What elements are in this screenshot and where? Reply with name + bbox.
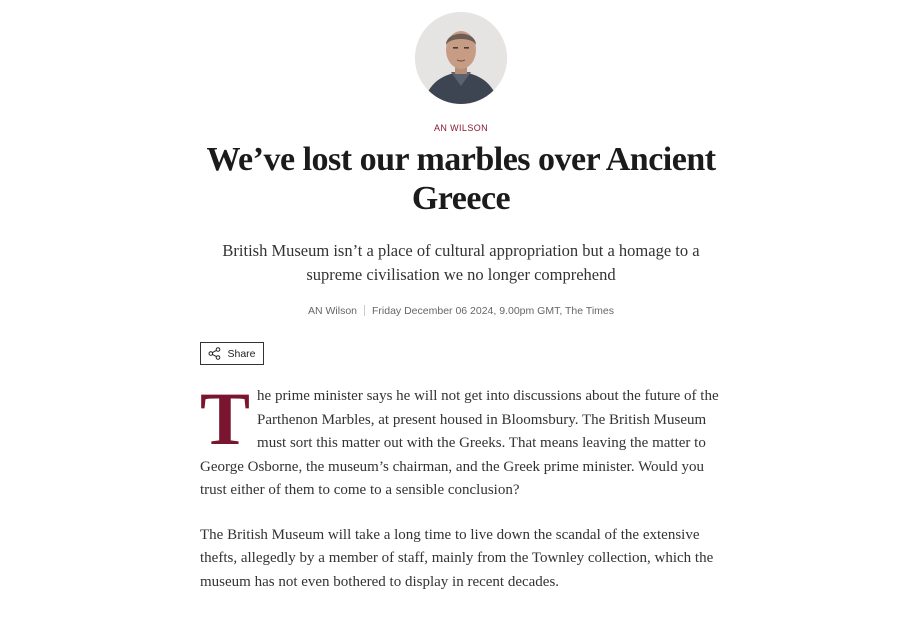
author-name[interactable]: AN Wilson [307, 305, 357, 317]
article-paragraph [200, 378, 722, 503]
standfirst: British Museum isn’t a place of cultural appropriation but a homage to a supreme civilisation we no longer comprehend [222, 241, 700, 284]
section-label[interactable]: AN WILSON [433, 123, 489, 133]
article-paragraph: The British Museum will take a long time to live down the scandal of the extensive thefts, allegedly by a member of staff, mainly from the Townley collection, which the museum has not even bothered to display in recent decades. [200, 526, 714, 590]
byline [0, 305, 900, 317]
share-label: Share [227, 347, 256, 360]
dateline: Friday December 06 2024, 9.00pm GMT, The Times [372, 305, 614, 317]
byline-divider [364, 305, 365, 316]
author-avatar [415, 12, 507, 104]
headline: We’ve lost our marbles over Ancient Greece [206, 141, 716, 217]
drop-cap: T [200, 378, 251, 461]
article-body [200, 378, 722, 615]
share-button[interactable] [200, 342, 264, 365]
paragraph-text: he prime minister says he will not get into discussions about the future of the Parthenon Marbles, at present housed in Bloomsbury. The British Museum must sort this matter out with the Greeks. That means leaving the matter to George Osborne, the museum’s chairman, and the Greek prime minister. Would you trust either of them to come to a sensible conclusion? [200, 388, 719, 498]
share-icon [208, 347, 221, 360]
author-portrait [415, 12, 507, 104]
